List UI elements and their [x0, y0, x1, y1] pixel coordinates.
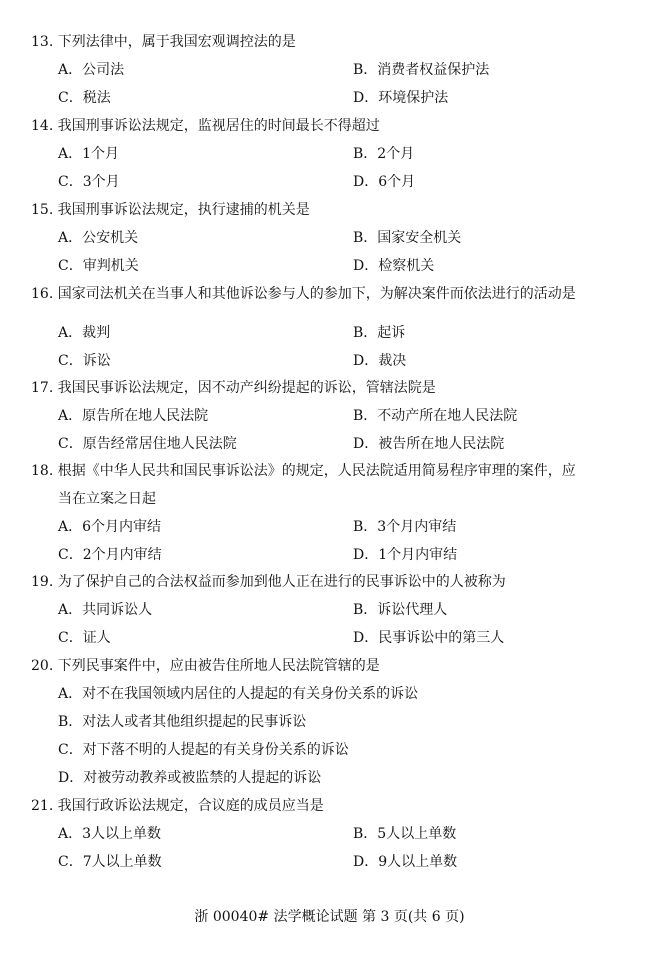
question-21-option-d: D．9人以上单数 [353, 854, 458, 870]
question-13-option-c: C．税法 [58, 90, 111, 106]
question-15-option-d: D．检察机关 [353, 258, 435, 274]
question-17-option-d: D．被告所在地人民法院 [353, 436, 505, 452]
question-19-option-d: D．民事诉讼中的第三人 [353, 630, 505, 646]
question-15-option-a: A．公安机关 [58, 230, 139, 246]
question-18-option-c: C．2个月内审结 [58, 547, 162, 563]
question-15-option-c: C．审判机关 [58, 258, 139, 274]
question-16-option-c: C．诉讼 [58, 353, 111, 369]
question-13-option-b: B．消费者权益保护法 [353, 62, 490, 78]
question-16-stem: 16. 国家司法机关在当事人和其他诉讼参与人的参加下，为解决案件而依法进行的活动是 [31, 286, 576, 302]
question-20-option-b: B．对法人或者其他组织提起的民事诉讼 [58, 714, 307, 730]
question-18-option-b: B．3个月内审结 [353, 519, 457, 535]
question-21-option-a: A．3人以上单数 [58, 826, 162, 842]
question-21-stem: 21. 我国行政诉讼法规定，合议庭的成员应当是 [31, 798, 324, 814]
page-footer: 浙 00040# 法学概论试题 第 3 页(共 6 页) [194, 909, 465, 925]
question-13-stem: 13. 下列法律中，属于我国宏观调控法的是 [31, 34, 296, 50]
question-18-stem-continued: 当在立案之日起 [58, 491, 156, 507]
question-15-stem: 15. 我国刑事诉讼法规定，执行逮捕的机关是 [31, 202, 310, 218]
question-20-option-a: A．对不在我国领域内居住的人提起的有关身份关系的诉讼 [58, 686, 419, 702]
question-16-option-d: D．裁决 [353, 353, 407, 369]
question-17-option-b: B．不动产所在地人民法院 [353, 408, 518, 424]
question-16-option-b: B．起诉 [353, 325, 406, 341]
question-17-stem: 17. 我国民事诉讼法规定，因不动产纠纷提起的诉讼，管辖法院是 [31, 380, 436, 396]
question-18-stem: 18. 根据《中华人民共和国民事诉讼法》的规定，人民法院适用简易程序审理的案件，应 [31, 463, 576, 479]
question-20-stem: 20. 下列民事案件中，应由被告住所地人民法院管辖的是 [31, 658, 380, 674]
question-19-option-b: B．诉讼代理人 [353, 602, 448, 618]
question-17-option-a: A．原告所在地人民法院 [58, 408, 209, 424]
question-19-option-a: A．共同诉讼人 [58, 602, 153, 618]
question-20-option-d: D．对被劳动教养或被监禁的人提起的诉讼 [58, 770, 322, 786]
question-14-option-c: C．3个月 [58, 174, 120, 190]
question-14-option-b: B．2个月 [353, 146, 415, 162]
question-18-option-a: A．6个月内审结 [58, 519, 162, 535]
question-20-option-c: C．对下落不明的人提起的有关身份关系的诉讼 [58, 742, 349, 758]
question-15-option-b: B．国家安全机关 [353, 230, 462, 246]
question-19-option-c: C．证人 [58, 630, 111, 646]
question-14-option-a: A．1个月 [58, 146, 120, 162]
question-13-option-d: D．环境保护法 [353, 90, 449, 106]
question-21-option-b: B．5人以上单数 [353, 826, 457, 842]
question-14-stem: 14. 我国刑事诉讼法规定，监视居住的时间最长不得超过 [31, 118, 380, 134]
question-14-option-d: D．6个月 [353, 174, 416, 190]
question-19-stem: 19. 为了保护自己的合法权益而参加到他人正在进行的民事诉讼中的人被称为 [31, 574, 506, 590]
question-21-option-c: C．7人以上单数 [58, 854, 162, 870]
question-17-option-c: C．原告经常居住地人民法院 [58, 436, 237, 452]
question-13-option-a: A．公司法 [58, 62, 125, 78]
question-16-option-a: A．裁判 [58, 325, 111, 341]
question-18-option-d: D．1个月内审结 [353, 547, 458, 563]
